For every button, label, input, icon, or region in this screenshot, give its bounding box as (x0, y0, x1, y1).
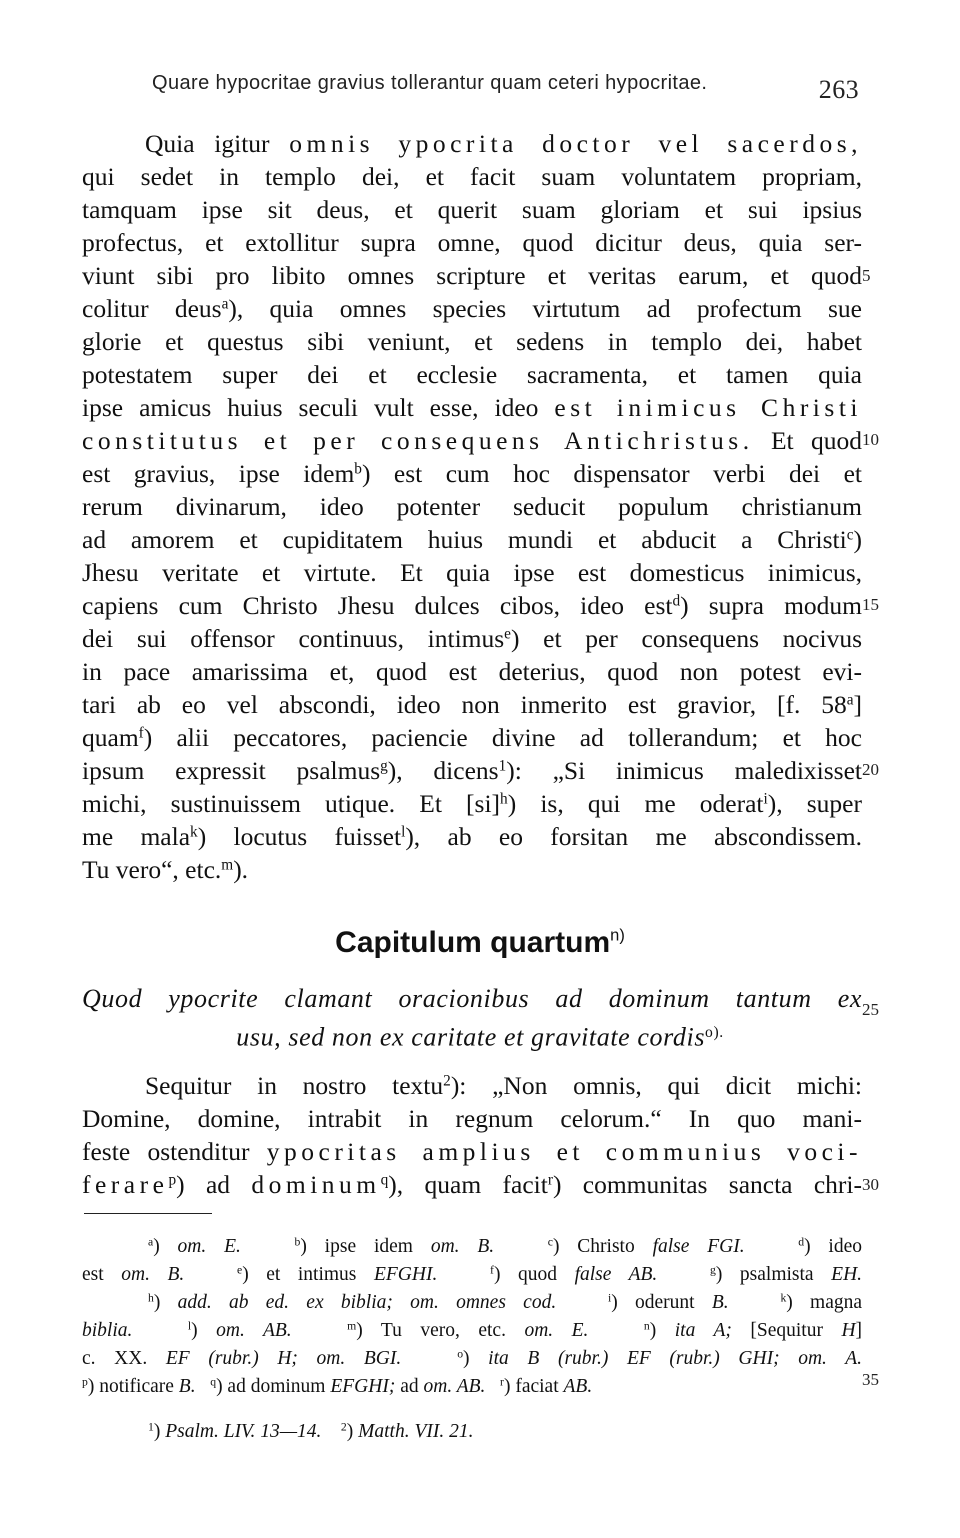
text-line: capiens cum Christo Jhesu dulces cibos, ideo est$^d$) supra modum (82, 591, 862, 620)
running-title: Quare hypocritae gravius tollerantur quam ceteri hypocritae. (152, 72, 708, 94)
text-line: rerum divinarum, ideo potenter seducit populum christianum (82, 492, 862, 521)
text-line: Quia igitur omnis ypocrita doctor vel sacerdos, (145, 129, 862, 158)
chapter-subtitle-line: usu, sed non ex caritate et gravitate cordis$^{o).}$ (236, 1022, 724, 1052)
text-line: Jhesu veritate et virtute. Et quia ipse est domesticus inimicus, (82, 558, 862, 587)
text-line: viunt sibi pro libito omnes scripture et veritas earum, et quod (82, 261, 862, 290)
text-line: est gravius, ipse idem$^b$) est cum hoc dispensator verbi dei et (82, 459, 862, 488)
text-line: glorie et questus sibi veniunt, et sedens in templo dei, habet (82, 327, 862, 356)
line-number: 10 (862, 430, 879, 449)
page-number: 263 (818, 75, 859, 104)
chapter-subtitle-line: Quod ypocrite clamant oracionibus ad dominum tantum ex (82, 984, 862, 1013)
line-number: 30 (862, 1175, 879, 1194)
line-number: 15 (862, 595, 879, 614)
text-line: ad amorem et cupiditatem huius mundi et abducit a Christi$^c$) (82, 525, 862, 554)
footnote-line: est om. B. $^e$) et intimus EFGHI. $^f$) quod false AB. $^g$) psalmista EH. (82, 1263, 863, 1285)
running-head (152, 72, 859, 104)
text-line: potestatem super dei et ecclesie sacramenta, et tamen quia (82, 360, 862, 389)
text-line: quam$^f$) alii peccatores, paciencie divine ad tollerandum; et hoc (82, 723, 862, 752)
line-number: 25 (862, 1000, 879, 1019)
text-line: profectus, et extollitur supra omne, quod dicitur deus, quia ser- (82, 228, 862, 257)
footnote-line: biblia. $^l$) om. AB. $^m$) Tu vero, etc. om. E. $^n$) ita A; [Sequitur H] (82, 1319, 863, 1341)
footnote-line: $^h$) add. ab ed. ex biblia; om. omnes cod. $^i$) oderunt B. $^k$) magna (148, 1291, 863, 1313)
text-line: feste ostenditur ypocritas amplius et communius voci- (82, 1137, 862, 1166)
text-line: tamquam ipse sit deus, et querit suam gloriam et sui ipsius (82, 195, 862, 224)
footnote-rule (84, 1213, 212, 1214)
footnote-line: $^a$) om. E. $^b$) ipse idem om. B. $^c$) Christo false FGI. $^d$) ideo (148, 1235, 862, 1257)
line-number: 5 (862, 266, 871, 285)
text-line: ipsum expressit psalmus$^g$), dicens$^1$): „Si inimicus maledixisset (82, 756, 863, 785)
text-line: Domine, domine, intrabit in regnum celorum.“ In quo mani- (82, 1104, 862, 1133)
text-line: tari ab eo vel abscondi, ideo non inmerito est gravior, [f. 58$^a$] (82, 690, 862, 719)
footnote-line: c. XX. EF (rubr.) H; om. BGI. $^o$) ita B (rubr.) EF (rubr.) GHI; om. A. (82, 1347, 863, 1369)
text-line: qui sedet in templo dei, et facit suam voluntatem propriam, (82, 162, 862, 191)
line-number: 35 (862, 1370, 879, 1389)
text-line: michi, sustinuissem utique. Et [si]$^h$) is, qui me oderat$^i$), super (82, 789, 862, 818)
text-line: me mala$^k$) locutus fuisset$^l$), ab eo forsitan me abscondissem. (82, 822, 862, 851)
footnote-line: $^p$) notificare B. $^q$) ad dominum EFGHI; ad om. AB. $^r$) faciat AB. (82, 1375, 593, 1397)
text-line: constitutus et per consequens Antichristus. Et quod (82, 426, 862, 455)
text-line: Tu vero“, etc.$^m$). (82, 855, 249, 884)
text-line: dei sui offensor continuus, intimus$^e$) et per consequens nocivus (82, 624, 862, 653)
source-footnotes: $^1$) Psalm. LIV. 13—14. $^2$) Matth. VII. 21. (148, 1420, 474, 1442)
line-number: 20 (862, 760, 879, 779)
chapter-title: Capitulum quartum$^{n)}$ (335, 926, 625, 959)
text-line: Sequitur in nostro textu$^2$): „Non omnis, qui dicit michi: (145, 1071, 863, 1100)
text-line: colitur deus$^a$), quia omnes species virtutum ad profectum sue (82, 294, 862, 323)
text-line: in pace amarissima et, quod est deterius, quod non potest evi- (82, 657, 862, 686)
text-line: ipse amicus huius seculi vult esse, ideo est inimicus Christi (82, 393, 862, 422)
text-line: ferare$^p$) ad dominum$^q$), quam facit$^r$) communitas sancta chri- (82, 1170, 862, 1199)
